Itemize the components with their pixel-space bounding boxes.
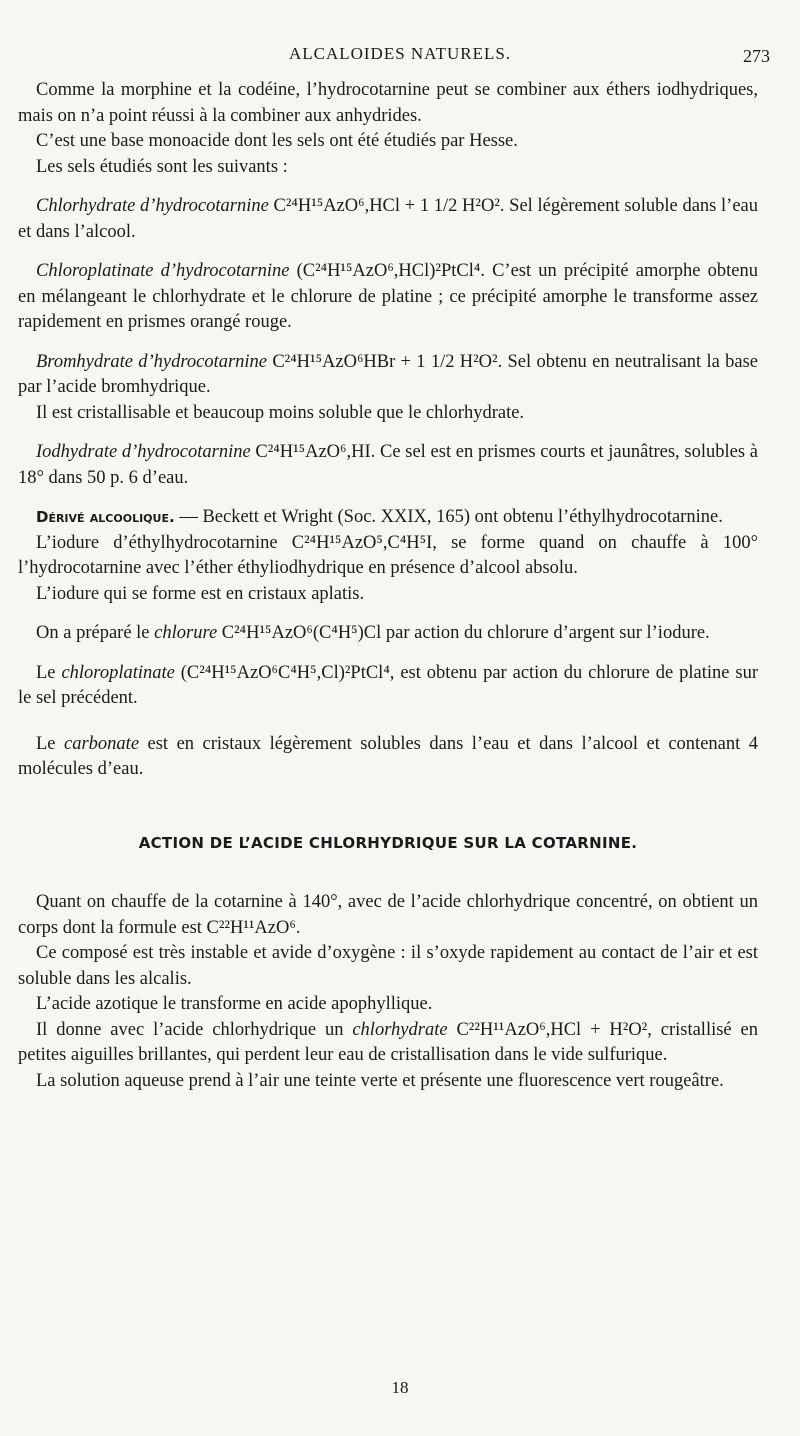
paragraph: C’est une base monoacide dont les sels ont été étudiés par Hesse. <box>36 131 518 151</box>
paragraph-salt-bromhydrate <box>18 350 758 401</box>
paragraph: Il est cristallisable et beaucoup moins soluble que le chlorhydrate. <box>36 402 525 423</box>
paragraph-salt-iodhydrate <box>18 440 758 491</box>
paragraph-chlorhydrate <box>18 1018 758 1069</box>
salt-name: Bromhydrate d’hydrocotarnine <box>36 351 268 372</box>
paragraph: Comme la morphine et la codéine, l’hydrocotarnine peut se combiner aux éthers iodhydriques, mais on n’a point réussi à la combiner aux anhydrides. <box>18 80 758 126</box>
salt-name: Iodhydrate d’hydrocotarnine <box>36 442 251 462</box>
page-body <box>18 78 758 1094</box>
text-run: (C²⁴H¹⁵AzO⁶C⁴H⁵,Cl)²PtCl⁴, est obtenu par action du chlorure de platine sur le sel précédent. <box>18 662 759 708</box>
paragraph-salt-chlorhydrate <box>18 194 758 245</box>
paragraph: Les sels étudiés sont les suivants : <box>36 156 288 177</box>
paragraph: L’iodure d’éthylhydrocotarnine C²⁴H¹⁵AzO⁵,C⁴H⁵I, se forme quand on chauffe à 100° l’hydrocotarnine avec l’éther éthyliodhydrique en présence d’alcool absolu. <box>18 532 758 578</box>
subsection-text: — Beckett et Wright (Soc. XXIX, 165) ont obtenu l’éthylhydrocotarnine. <box>174 507 723 527</box>
section-heading: ACTION DE L’ACIDE CHLORHYDRIQUE SUR LA COTARNINE. <box>138 833 638 852</box>
signature-mark: 18 <box>391 1378 409 1397</box>
salt-description: C²⁴H¹⁵AzO⁶HBr + 1 1/2 H²O². Sel obtenu en neutralisant la base par l’acide bromhydrique. <box>18 351 758 397</box>
subsection-lead: Dérivé alcoolique. <box>36 508 175 526</box>
page-number: 273 <box>743 46 770 66</box>
paragraph-chloroplatinate <box>18 661 758 712</box>
paragraph: Ce composé est très instable et avide d’oxygène : il s’oxyde rapidement au contact de l’air et est soluble dans les alcalis. <box>18 943 758 989</box>
salt-description: (C²⁴H¹⁵AzO⁶,HCl)²PtCl⁴. C’est un précipité amorphe obtenu en mélangeant le chlorhydrate et le chlorure de platine ; ce précipité amorphe le transforme assez rapidement en prismes orangé rouge. <box>18 261 758 332</box>
paragraph: Quant on chauffe de la cotarnine à 140°, avec de l’acide chlorhydrique concentré, on obtient un corps dont la formule est C²²H¹¹AzO⁶. <box>18 892 758 938</box>
salt-name: Chloroplatinate d’hydrocotarnine <box>36 261 290 281</box>
paragraph: L’iodure qui se forme est en cristaux aplatis. <box>36 583 365 604</box>
text-run: est en cristaux légèrement solubles dans l’eau et dans l’alcool et contenant 4 molécules d’eau. <box>18 733 758 779</box>
paragraph: L’acide azotique le transforme en acide apophyllique. <box>36 994 433 1014</box>
paragraph-chlorure <box>18 621 758 647</box>
salt-description: C²⁴H¹⁵AzO⁶,HI. Ce sel est en prismes courts et jaunâtres, solubles à 18° dans 50 p. 6 d’eau. <box>18 442 758 488</box>
text-run: Il donne avec l’acide chlorhydrique un <box>36 1019 353 1040</box>
salt-name: Chlorhydrate d’hydrocotarnine <box>36 196 269 216</box>
compound-name: chlorhydrate <box>352 1019 448 1040</box>
compound-name: carbonate <box>64 733 140 754</box>
text-run: Le <box>36 733 65 754</box>
page-header <box>0 44 800 74</box>
text-run: C²²H¹¹AzO⁶,HCl + H²O², cristallisé en petites aiguilles brillantes, qui perdent leur eau de cristallisation dans le vide sulfurique. <box>18 1019 758 1065</box>
paragraph-carbonate <box>18 732 758 783</box>
compound-name: chloroplatinate <box>61 662 175 683</box>
paragraph-salt-chloroplatinate <box>18 259 758 336</box>
paragraph-derive-alcoolique <box>18 505 758 531</box>
paragraph: La solution aqueuse prend à l’air une teinte verte et présente une fluorescence vert rougeâtre. <box>36 1070 724 1091</box>
text-run: On a préparé le <box>36 623 155 643</box>
salt-description: C²⁴H¹⁵AzO⁶,HCl + 1 1/2 H²O². Sel légèrement soluble dans l’eau et dans l’alcool. <box>18 196 758 242</box>
compound-name: chlorure <box>154 623 218 643</box>
text-run: C²⁴H¹⁵AzO⁶(C⁴H⁵)Cl par action du chlorure d’argent sur l’iodure. <box>217 623 710 643</box>
running-title: ALCALOIDES NATURELS. <box>288 44 512 63</box>
text-run: Le <box>36 662 62 683</box>
